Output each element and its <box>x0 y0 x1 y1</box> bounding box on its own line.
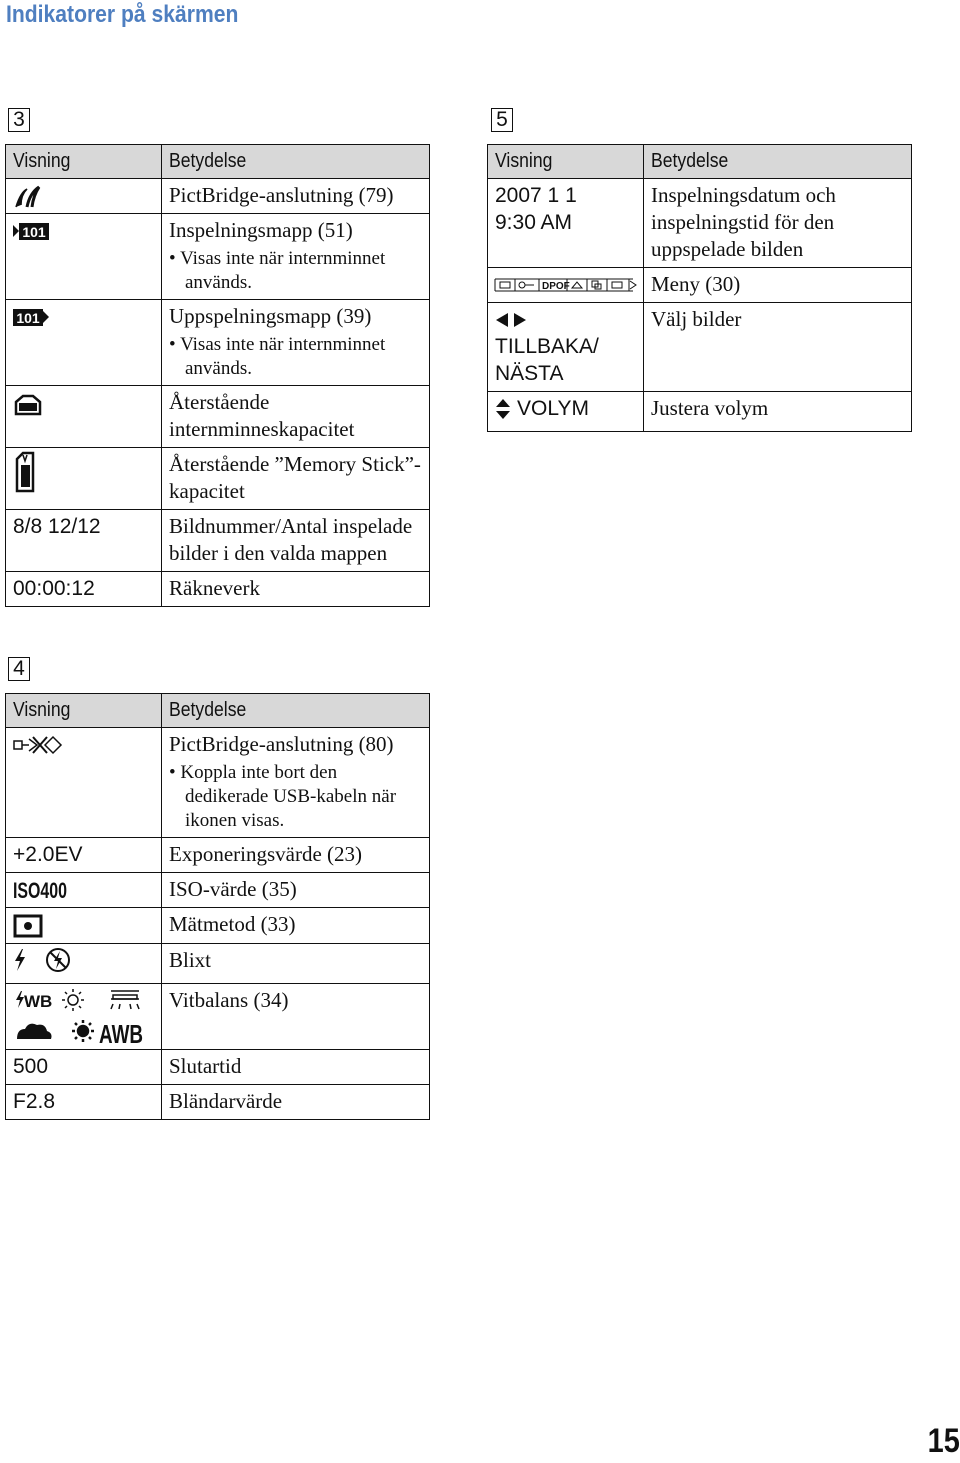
note-bullet: • Visas inte när internminnet används. <box>169 248 386 294</box>
menu-arrow-icon <box>630 281 636 289</box>
table-row <box>6 1085 430 1120</box>
svg-text:WB: WB <box>24 992 53 1012</box>
note-bullet: • Koppla inte bort den dedikerade USB-kabeln när ikonen visas. <box>169 762 397 831</box>
meaning-cell: ISO-värde (35) <box>162 873 430 908</box>
indicator-table-4 <box>5 693 430 1120</box>
section-label-3: 3 <box>8 108 30 132</box>
meaning-cell: Uppspelningsmapp (39) • Visas inte när internminnet används. <box>162 300 430 386</box>
table-row <box>6 838 430 873</box>
indicator-table-3 <box>5 144 430 607</box>
meaning-cell: Räkneverk <box>162 572 430 607</box>
metering-spot-icon <box>13 913 43 939</box>
white-balance-icons <box>13 987 143 1050</box>
pictbridge-do-not-disconnect-icon <box>13 733 63 757</box>
recording-folder-icon <box>13 217 49 244</box>
display-cell <box>6 728 162 838</box>
display-cell <box>6 908 162 943</box>
flash-icon <box>13 948 27 972</box>
back-next-label: TILLBAKA/ NÄSTA <box>495 335 599 385</box>
table-row <box>6 984 430 1050</box>
table-header-row <box>488 145 912 179</box>
up-down-arrows-icon <box>495 398 511 420</box>
svg-text:101: 101 <box>22 223 46 240</box>
table-row <box>6 448 430 510</box>
meaning-cell: Vitbalans (34) <box>162 984 430 1050</box>
left-right-arrows-icon <box>495 309 527 331</box>
display-cell <box>6 300 162 386</box>
table-row <box>6 386 430 448</box>
table-header-row <box>6 145 430 179</box>
meaning-cell: Inspelningsmapp (51) • Visas inte när internminnet används. <box>162 214 430 300</box>
display-cell <box>6 448 162 510</box>
display-cell <box>488 303 644 392</box>
svg-text:ISO400: ISO400 <box>13 878 67 904</box>
table-row <box>488 392 912 432</box>
meaning-cell: Blixt <box>162 943 430 984</box>
recording-time: 9:30 AM <box>495 211 573 234</box>
display-cell <box>488 268 644 303</box>
indicator-table-5 <box>487 144 912 432</box>
meaning-cell: Bländarvärde <box>162 1085 430 1120</box>
display-cell <box>6 943 162 984</box>
column-header-meaning: Betydelse <box>162 145 430 179</box>
column-header-meaning: Betydelse <box>644 145 912 179</box>
table-row <box>6 873 430 908</box>
meaning-cell: PictBridge-anslutning (80) • Koppla inte bort den dedikerade USB-kabeln när ikonen visas. <box>162 728 430 838</box>
display-cell: 500 <box>6 1050 162 1085</box>
table-row <box>6 179 430 214</box>
meaning-cell: PictBridge-anslutning (79) <box>162 179 430 214</box>
note-bullet: • Visas inte när internminnet används. <box>169 334 386 380</box>
table-row <box>6 214 430 300</box>
iso-icon <box>13 877 69 903</box>
protect-key-icon <box>519 282 525 288</box>
display-cell: +2.0EV <box>6 838 162 873</box>
meaning-cell: Välj bilder <box>644 303 912 392</box>
table-row <box>6 728 430 838</box>
meaning-cell: Mätmetod (33) <box>162 908 430 943</box>
svg-text:DPOF: DPOF <box>542 281 570 293</box>
column-header-display: Visning <box>6 145 162 179</box>
playback-folder-icon <box>13 303 49 330</box>
display-cell <box>488 179 644 268</box>
meaning-cell: Återstående ”Memory Stick”-kapacitet <box>162 448 430 510</box>
table-row <box>488 268 912 303</box>
display-cell <box>6 984 162 1050</box>
table-row <box>6 300 430 386</box>
table-header-row <box>6 694 430 728</box>
meaning-cell: Exponeringsvärde (23) <box>162 838 430 873</box>
table-row <box>6 1050 430 1085</box>
meaning-cell: Bildnummer/Antal inspelade bilder i den valda mappen <box>162 510 430 572</box>
page-title: Indikatorer på skärmen <box>6 1 239 28</box>
meaning-cell: Slutartid <box>162 1050 430 1085</box>
meaning-cell: Justera volym <box>644 392 912 432</box>
display-cell <box>6 386 162 448</box>
column-header-display: Visning <box>6 694 162 728</box>
pictbridge-connection-icon <box>13 183 43 209</box>
memory-stick-icon <box>13 451 37 493</box>
svg-text:101: 101 <box>16 309 40 326</box>
meaning-cell: Återstående internminneskapacitet <box>162 386 430 448</box>
table-row <box>488 179 912 268</box>
display-cell <box>6 214 162 300</box>
menu-bar-icons <box>495 277 637 293</box>
table-row <box>6 510 430 572</box>
print-icon <box>572 282 582 288</box>
display-cell: 8/8 12/12 <box>6 510 162 572</box>
folder-icon <box>500 282 510 288</box>
volume-label: VOLYM <box>517 397 589 420</box>
table-row <box>6 943 430 984</box>
display-cell <box>6 179 162 214</box>
column-header-display: Visning <box>488 145 644 179</box>
flash-off-icon <box>45 947 71 973</box>
page-number: 15 <box>927 1422 960 1460</box>
display-cell: 00:00:12 <box>6 572 162 607</box>
column-header-meaning: Betydelse <box>162 694 430 728</box>
section-label-5: 5 <box>491 108 513 132</box>
display-cell <box>6 873 162 908</box>
meaning-cell: Inspelningsdatum och inspelningstid för den uppspelade bilden <box>644 179 912 268</box>
table-row <box>6 908 430 943</box>
meaning-cell: Meny (30) <box>644 268 912 303</box>
slideshow-icon <box>612 282 622 288</box>
section-label-4: 4 <box>8 657 30 681</box>
display-cell <box>488 392 644 432</box>
table-row <box>6 572 430 607</box>
recording-date: 2007 1 1 <box>495 184 577 207</box>
internal-memory-icon <box>13 392 43 416</box>
display-cell: F2.8 <box>6 1085 162 1120</box>
table-row <box>488 303 912 392</box>
svg-text:AWB: AWB <box>99 1019 143 1050</box>
